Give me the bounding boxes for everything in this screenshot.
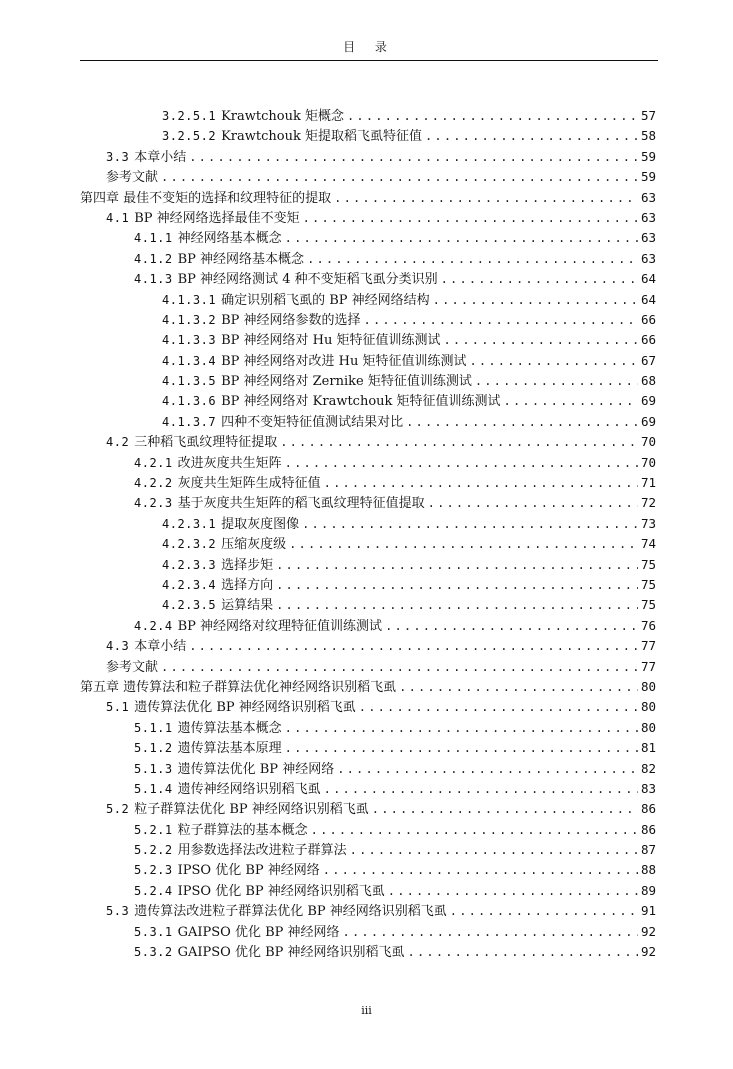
toc-entry-page: 80: [640, 678, 656, 694]
toc-leader-dots: [302, 514, 638, 534]
toc-entry-number: 4.1.3: [134, 272, 173, 287]
toc-entry-title: [134, 269, 438, 290]
toc-entry-number: 5.2.3: [134, 863, 173, 878]
toc-entry-text: BP 神经网络对纹理特征值训练测试: [177, 618, 383, 634]
toc-entry-number: 4.2.1: [134, 455, 173, 470]
toc-entry-text: BP 神经网络对 Krawtchouk 矩特征值训练测试: [221, 394, 501, 410]
toc-entry-title: [162, 290, 430, 311]
toc-entry-page: 82: [640, 760, 656, 776]
toc-entry-text: 三种稻飞虱纹理特征提取: [134, 435, 278, 451]
toc-leader-dots: [307, 249, 638, 269]
toc-entry[interactable]: [80, 942, 656, 962]
toc-entry-title: [162, 310, 361, 331]
toc-entry-text: 本章小结: [134, 149, 187, 165]
toc-leader-dots: [276, 575, 638, 595]
toc-entry-text: Krawtchouk 矩概念: [221, 109, 344, 124]
toc-entry-text: 运算结果: [221, 598, 274, 614]
toc-entry-page: 66: [640, 332, 656, 348]
toc-entry[interactable]: [80, 820, 656, 840]
toc-entry-page: 64: [640, 271, 656, 287]
toc-entry-text: 选择步矩: [221, 557, 274, 573]
toc-leader-dots: [388, 881, 638, 901]
toc-leader-dots: [399, 677, 638, 697]
toc-entry-number: 4.2.3.2: [162, 537, 217, 552]
toc-leader-dots: [441, 269, 638, 289]
toc-entry-text: 提取灰度图像: [221, 516, 300, 532]
toc-entry-number: 4.1.3.7: [162, 414, 217, 429]
toc-entry-number: 4.2: [106, 435, 130, 450]
toc-entry-page: 63: [640, 250, 656, 266]
toc-entry-page: 86: [640, 801, 656, 817]
toc-entry-text: 基于灰度共生矩阵的稻飞虱纹理特征值提取: [177, 496, 425, 512]
toc-entry[interactable]: [80, 473, 656, 493]
toc-entry-number: 5.1.3: [134, 761, 173, 776]
toc-entry[interactable]: [80, 351, 656, 371]
toc-entry[interactable]: [80, 249, 656, 269]
toc-entry-number: 5.2.2: [134, 843, 173, 858]
toc-leader-dots: [285, 718, 638, 738]
toc-entry-text: 灰度共生矩阵生成特征值: [177, 476, 321, 492]
toc-entry-page: 63: [640, 209, 656, 225]
toc-entry-number: 3.2.5.1: [162, 109, 217, 123]
toc-entry-title: [134, 881, 385, 902]
toc-entry[interactable]: [80, 167, 656, 187]
toc-entry-number: 4.1.3.2: [162, 312, 217, 327]
toc-entry-number: 5.3: [106, 904, 130, 919]
toc-entry-page: 69: [640, 413, 656, 429]
toc-entry[interactable]: [80, 799, 656, 819]
toc-entry-number: 4.2.3.1: [162, 516, 217, 531]
toc-entry[interactable]: [80, 269, 656, 289]
toc-leader-dots: [433, 290, 638, 310]
toc-entry-title: [134, 759, 334, 780]
toc-entry[interactable]: [80, 310, 656, 330]
toc-entry-number: 5.2.1: [134, 822, 173, 837]
toc-entry[interactable]: [80, 595, 656, 615]
toc-entry[interactable]: [80, 901, 656, 921]
toc-entry-page: 92: [640, 944, 656, 960]
header-rule: [80, 60, 658, 61]
toc-entry-text: 改进灰度共生矩阵: [177, 455, 282, 471]
toc-entry-number: 4.1.3.4: [162, 353, 217, 368]
toc-entry-text: 遗传神经网络识别稻飞虱: [177, 781, 321, 797]
toc-entry-number: 5.1.1: [134, 720, 173, 735]
table-of-contents: [80, 106, 656, 962]
toc-entry-number: 4.1: [106, 210, 130, 225]
toc-entry[interactable]: [80, 330, 656, 350]
toc-entry-title: [134, 840, 347, 861]
toc-entry-page: 80: [640, 719, 656, 735]
toc-entry-title: [134, 493, 425, 514]
toc-entry-number: 4.3: [106, 639, 130, 654]
toc-entry[interactable]: [80, 759, 656, 779]
toc-entry-text: BP 神经网络对改进 Hu 矩特征值训练测试: [221, 353, 467, 369]
toc-entry-page: 69: [640, 393, 656, 409]
toc-entry-title: [162, 106, 344, 127]
toc-leader-dots: [311, 820, 638, 840]
toc-entry-page: 58: [640, 128, 656, 144]
toc-leader-dots: [385, 616, 638, 636]
toc-entry-page: 87: [640, 842, 656, 858]
toc-entry-text: 选择方向: [221, 577, 274, 593]
toc-entry-title: [106, 147, 186, 168]
toc-leader-dots: [324, 473, 638, 493]
toc-leader-dots: [289, 534, 638, 554]
toc-leader-dots: [425, 126, 638, 146]
toc-entry-number: 5.3.1: [134, 924, 173, 939]
toc-leader-dots: [428, 493, 638, 513]
toc-entry-number: 4.1.3.1: [162, 292, 217, 307]
toc-entry-title: [162, 534, 286, 555]
toc-entry[interactable]: [80, 697, 656, 717]
toc-entry-text: 第四章 最佳不变矩的选择和纹理特征的提取: [80, 190, 332, 206]
toc-entry-title: [134, 922, 340, 943]
toc-entry[interactable]: [80, 636, 656, 656]
toc-entry-title: [162, 555, 273, 576]
toc-entry-page: 64: [640, 291, 656, 307]
toc-entry-title: [106, 208, 300, 229]
toc-entry[interactable]: [80, 493, 656, 513]
page-header: 目 录: [343, 40, 395, 54]
toc-entry-text: BP 神经网络选择最佳不变矩: [134, 210, 300, 226]
toc-entry-text: 压缩灰度级: [221, 537, 287, 553]
toc-entry-text: IPSO 优化 BP 神经网络: [177, 863, 320, 879]
toc-entry[interactable]: [80, 391, 656, 411]
toc-entry-title: [134, 249, 304, 270]
toc-entry-title: [80, 678, 396, 698]
toc-entry-text: 遗传算法基本概念: [177, 720, 282, 736]
toc-leader-dots: [189, 147, 638, 167]
toc-entry[interactable]: [80, 738, 656, 758]
toc-entry[interactable]: [80, 228, 656, 248]
toc-entry-title: [106, 697, 356, 718]
toc-entry-title: [134, 738, 282, 759]
toc-entry[interactable]: [80, 860, 656, 880]
toc-entry[interactable]: [80, 779, 656, 799]
toc-entry-number: 3.3: [106, 149, 130, 164]
toc-entry-title: [134, 820, 308, 841]
toc-entry-title: [134, 718, 282, 739]
toc-entry-number: 4.2.4: [134, 618, 173, 633]
toc-entry-page: 63: [640, 189, 656, 205]
toc-entry-number: 3.2.5.2: [162, 129, 217, 144]
toc-entry-text: GAIPSO 优化 BP 神经网络识别稻飞虱: [177, 945, 405, 961]
toc-entry-title: [162, 351, 467, 372]
toc-leader-dots: [189, 636, 638, 656]
toc-entry-page: 81: [640, 740, 656, 756]
toc-leader-dots: [350, 840, 638, 860]
toc-entry-text: 参考文献: [106, 170, 159, 186]
toc-entry[interactable]: [80, 575, 656, 595]
toc-entry-page: 80: [640, 699, 656, 715]
toc-leader-dots: [359, 697, 638, 717]
toc-leader-dots: [470, 351, 638, 371]
toc-entry-text: BP 神经网络测试 4 种不变矩稻飞虱分类识别: [177, 272, 438, 288]
toc-entry-text: BP 神经网络对 Hu 矩特征值训练测试: [221, 333, 441, 349]
toc-leader-dots: [323, 860, 638, 880]
toc-entry-number: 4.1.3.5: [162, 374, 217, 389]
toc-entry-text: 粒子群算法优化 BP 神经网络识别稻飞虱: [134, 802, 369, 818]
toc-leader-dots: [161, 167, 638, 187]
toc-leader-dots: [303, 208, 638, 228]
toc-entry-page: 75: [640, 597, 656, 613]
toc-entry-number: 5.1.4: [134, 781, 173, 796]
toc-entry-number: 5.1: [106, 700, 130, 715]
toc-entry-number: 4.1.1: [134, 231, 173, 246]
toc-entry-page: 91: [640, 903, 656, 919]
toc-leader-dots: [280, 432, 638, 452]
toc-entry-page: 88: [640, 862, 656, 878]
toc-entry[interactable]: [80, 616, 656, 636]
toc-entry-number: 4.2.3.4: [162, 577, 217, 592]
toc-leader-dots: [504, 391, 638, 411]
toc-entry-page: 89: [640, 882, 656, 898]
toc-entry-title: [134, 453, 282, 474]
toc-entry-page: 72: [640, 495, 656, 511]
toc-entry-title: [162, 412, 403, 433]
toc-entry-page: 63: [640, 230, 656, 246]
toc-entry-number: 4.1.2: [134, 251, 173, 266]
toc-entry[interactable]: [80, 106, 656, 126]
toc-entry-text: 本章小结: [134, 639, 187, 655]
toc-entry[interactable]: [80, 290, 656, 310]
toc-leader-dots: [285, 228, 638, 248]
toc-entry[interactable]: [80, 881, 656, 901]
toc-entry-page: 70: [640, 454, 656, 470]
toc-leader-dots: [444, 330, 638, 350]
toc-entry-number: 5.2.4: [134, 883, 173, 898]
toc-entry[interactable]: [80, 188, 656, 208]
toc-entry-text: 遗传算法改进粒子群算法优化 BP 神经网络识别稻飞虱: [134, 904, 447, 920]
toc-entry-title: [134, 779, 321, 800]
toc-entry[interactable]: [80, 371, 656, 391]
toc-leader-dots: [372, 799, 638, 819]
toc-entry-number: 4.2.3.3: [162, 557, 217, 572]
toc-entry-title: [106, 658, 158, 678]
toc-entry-text: 四种不变矩特征值测试结果对比: [221, 414, 404, 430]
toc-entry[interactable]: [80, 677, 656, 697]
toc-entry-title: [106, 432, 277, 453]
toc-entry-number: 5.3.2: [134, 945, 173, 960]
toc-entry[interactable]: [80, 534, 656, 554]
toc-leader-dots: [285, 453, 638, 473]
toc-leader-dots: [364, 310, 638, 330]
toc-entry-page: 68: [640, 373, 656, 389]
toc-entry-title: [162, 330, 441, 351]
toc-leader-dots: [450, 901, 638, 921]
toc-entry-number: 4.2.3.5: [162, 598, 217, 613]
toc-entry-page: 77: [640, 638, 656, 654]
toc-entry-number: 5.2: [106, 802, 130, 817]
toc-leader-dots: [285, 738, 638, 758]
toc-entry-text: 遗传算法基本原理: [177, 741, 282, 757]
toc-entry-title: [80, 189, 331, 209]
toc-entry-text: GAIPSO 优化 BP 神经网络: [177, 924, 340, 940]
toc-entry-page: 83: [640, 780, 656, 796]
toc-leader-dots: [276, 555, 638, 575]
toc-entry-text: BP 神经网络参数的选择: [221, 312, 361, 328]
toc-entry-text: 粒子群算法的基本概念: [177, 822, 308, 838]
toc-entry-title: [162, 575, 273, 596]
toc-entry-text: 遗传算法优化 BP 神经网络识别稻飞虱: [134, 700, 356, 716]
toc-entry[interactable]: [80, 453, 656, 473]
toc-entry-page: 74: [640, 536, 656, 552]
toc-entry[interactable]: [80, 922, 656, 942]
toc-entry-text: BP 神经网络基本概念: [177, 251, 305, 267]
toc-entry-page: 86: [640, 821, 656, 837]
toc-entry[interactable]: [80, 147, 656, 167]
toc-entry-text: BP 神经网络对 Zernike 矩特征值训练测试: [221, 374, 472, 390]
toc-entry-text: 神经网络基本概念: [177, 231, 282, 247]
toc-entry-title: [106, 636, 186, 657]
toc-entry-title: [162, 514, 299, 535]
toc-entry-title: [106, 799, 369, 820]
toc-entry-page: 76: [640, 617, 656, 633]
toc-leader-dots: [161, 657, 638, 677]
toc-entry-text: 用参数选择法改进粒子群算法: [177, 843, 347, 859]
toc-entry-text: Krawtchouk 矩提取稻飞虱特征值: [221, 129, 422, 145]
toc-entry[interactable]: [80, 657, 656, 677]
toc-leader-dots: [334, 188, 638, 208]
toc-entry-page: 59: [640, 148, 656, 164]
toc-entry-title: [162, 595, 273, 616]
toc-entry-page: 66: [640, 311, 656, 327]
toc-entry[interactable]: [80, 412, 656, 432]
toc-entry-title: [106, 168, 158, 188]
toc-entry-text: 第五章 遗传算法和粒子群算法优化神经网络识别稻飞虱: [80, 679, 397, 695]
toc-leader-dots: [337, 759, 638, 779]
toc-leader-dots: [343, 922, 638, 942]
toc-entry-title: [134, 228, 282, 249]
toc-entry-text: 确定识别稻飞虱的 BP 神经网络结构: [221, 292, 430, 308]
toc-entry[interactable]: [80, 208, 656, 228]
toc-entry-number: 4.2.2: [134, 476, 173, 491]
toc-entry-number: 4.1.3.3: [162, 333, 217, 348]
toc-entry-page: 73: [640, 515, 656, 531]
toc-entry-title: [162, 126, 422, 147]
toc-entry[interactable]: [80, 555, 656, 575]
toc-entry-number: 4.2.3: [134, 496, 173, 511]
toc-leader-dots: [408, 942, 638, 962]
toc-entry-title: [162, 391, 501, 412]
toc-entry-text: 参考文献: [106, 659, 159, 675]
toc-entry[interactable]: [80, 126, 656, 146]
toc-entry-title: [134, 473, 321, 494]
toc-entry-title: [106, 901, 447, 922]
toc-entry[interactable]: [80, 840, 656, 860]
toc-leader-dots: [347, 106, 638, 126]
toc-entry-page: 67: [640, 352, 656, 368]
toc-leader-dots: [475, 371, 638, 391]
toc-leader-dots: [324, 779, 638, 799]
toc-entry-page: 59: [640, 169, 656, 185]
toc-entry-page: 71: [640, 475, 656, 491]
toc-entry-page: 75: [640, 576, 656, 592]
toc-entry-title: [134, 616, 382, 637]
toc-entry[interactable]: [80, 432, 656, 452]
page-number: iii: [361, 1004, 372, 1017]
toc-entry-page: 75: [640, 556, 656, 572]
toc-entry-page: 92: [640, 923, 656, 939]
toc-leader-dots: [276, 595, 638, 615]
toc-entry[interactable]: [80, 718, 656, 738]
toc-entry-page: 70: [640, 434, 656, 450]
toc-entry-page: 77: [640, 658, 656, 674]
toc-entry-title: [162, 371, 472, 392]
toc-entry-title: [134, 942, 405, 963]
toc-entry-number: 5.1.2: [134, 741, 173, 756]
toc-entry[interactable]: [80, 514, 656, 534]
toc-entry-text: 遗传算法优化 BP 神经网络: [177, 761, 335, 777]
toc-entry-page: 57: [640, 108, 656, 123]
toc-leader-dots: [406, 412, 638, 432]
toc-entry-text: IPSO 优化 BP 神经网络识别稻飞虱: [177, 883, 385, 899]
toc-entry-title: [134, 860, 320, 881]
toc-entry-number: 4.1.3.6: [162, 394, 217, 409]
